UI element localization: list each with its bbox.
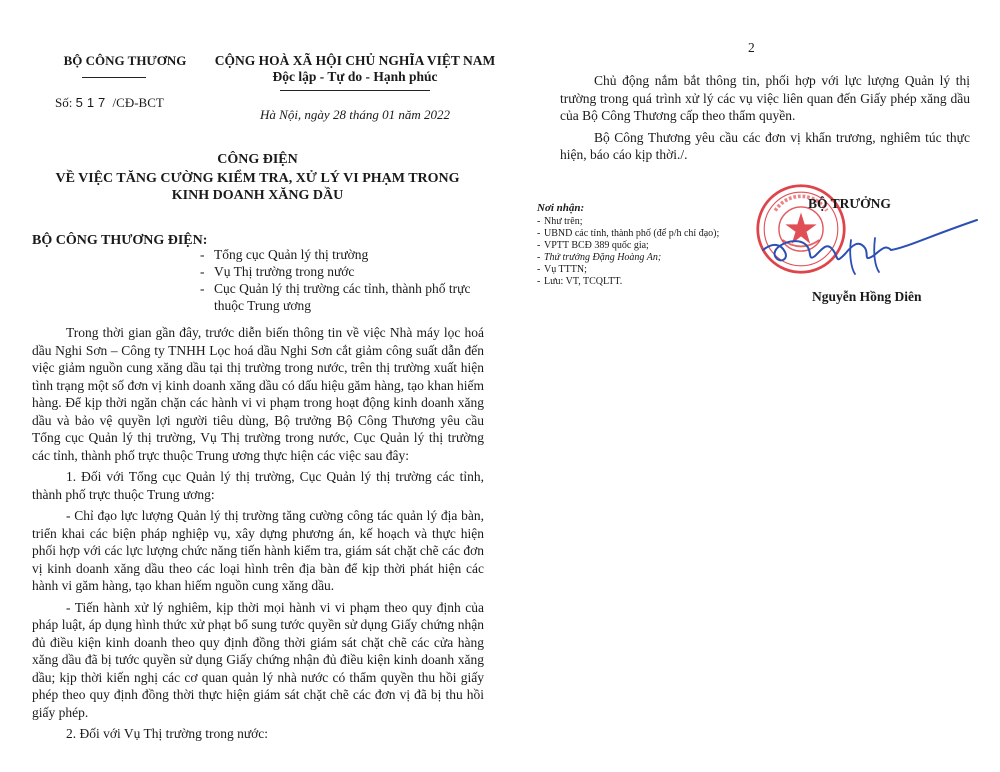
signatory-title: BỘ TRƯỞNG [808, 196, 891, 211]
motto-underline [280, 90, 430, 91]
body-paragraph: Bộ Công Thương yêu cầu các đơn vị khẩn trương, nghiêm túc thực hiện, báo cáo kịp thời./. [560, 129, 970, 162]
ministry-underline [82, 77, 146, 78]
recipient-list [200, 246, 500, 314]
republic-name: CỘNG HOÀ XÃ HỘI CHỦ NGHĨA VIỆT NAM [214, 53, 496, 68]
distribution-item: - Thứ trưởng Đặng Hoàng An; [537, 252, 662, 263]
continuation-body [560, 72, 970, 168]
body-paragraph: Chủ động nắm bắt thông tin, phối hợp với lực lượng Quản lý thị trường trong quá trình xử lý các vụ việc liên quan đến Giấy phép xăng dầu của Bộ Công Thương cấp theo thẩm quyền. [560, 73, 970, 123]
document-number [55, 95, 164, 111]
document-number-suffix: /CĐ-BCT [109, 95, 164, 110]
body-paragraph: - Chỉ đạo lực lượng Quản lý thị trường tăng cường công tác quản lý địa bàn, triển khai các biện pháp nghiệp vụ, xây dựng phương án, kế hoạch và thực hiện phối hợp với các lực lượng chức năng tiến hành kiểm tra, giám sát chặt chẽ các đơn vị kinh doanh xăng dầu theo các loại hình trên địa bàn để kịp thời phát hiện các hành vi găm hàng, tạo khan hiếm nguồn cung xăng dầu. [32, 508, 484, 593]
page-2 [515, 0, 1000, 772]
national-motto: Độc lập - Tự do - Hạnh phúc [272, 69, 438, 84]
document-subtitle-line-1: VỀ VIỆC TĂNG CƯỜNG KIỂM TRA, XỬ LÝ VI PHẠM TRONG [55, 171, 460, 186]
document-number-value: 517 [75, 95, 110, 110]
body-paragraph: 1. Đối với Tổng cục Quản lý thị trường, Cục Quản lý thị trường các tỉnh, thành phố trực thuộc Trung ương: [32, 469, 484, 502]
body-paragraph: 2. Đối với Vụ Thị trường trong nước: [66, 726, 269, 741]
body-paragraph: Trong thời gian gần đây, trước diễn biến thông tin về việc Nhà máy lọc hoá dầu Nghi Sơn – Công ty TNHH Lọc hoá dầu Nghi Sơn cắt giảm công suất dẫn đến việc giảm nguồn cung xăng dầu tại thị trường trong nước, trên thị trường xuất hiện tình trạng một số đơn vị kinh doanh xăng dầu có dấu hiệu găm hàng, tạo khan hiếm hàng. Để kịp thời ngăn chặn các hành vi vi phạm trong hoạt động kinh doanh xăng dầu và bảo vệ quyền lợi người tiêu dùng, Bộ trưởng Bộ Công Thương yêu cầu Tổng cục Quản lý thị trường, Vụ Thị trường trong nước, Cục Quản lý thị trường các tỉnh, thành phố trực thuộc Trung ương thực hiện các việc sau đây: [32, 325, 484, 463]
signer-name: Nguyễn Hồng Diên [812, 289, 922, 304]
issue-date: Hà Nội, ngày 28 tháng 01 năm 2022 [260, 107, 450, 122]
body-paragraph: - Tiến hành xử lý nghiêm, kịp thời mọi hành vi vi phạm theo quy định của pháp luật, áp dụng hình thức xử phạt bổ sung tước quyền sử dụng Giấy chứng nhận đủ điều kiện kinh doanh theo quy định đồng thời giám sát chặt chẽ các cửa hàng xăng dầu đã bị tước quyền sử dụng Giấy chứng nhận đủ điều kiện kinh doanh xăng dầu; kịp thời kiến nghị các cơ quan quản lý nhà nước có thẩm quyền thu hồi giấy phép theo quy định đồng thời thực hiện giám sát chặt chẽ các đơn vị đã bị thu hồi giấy phép. [32, 599, 484, 720]
document-number-prefix: Số: [55, 95, 76, 110]
page-number: 2 [748, 40, 755, 55]
distribution-item: - Như trên; [537, 216, 583, 227]
distribution-item: - VPTT BCĐ 389 quốc gia; [537, 240, 649, 251]
ministry-name: BỘ CÔNG THƯƠNG [63, 53, 187, 68]
distribution-item: - Vụ TTTN; [537, 264, 587, 275]
distribution-item: - UBND các tỉnh, thành phố (để p/h chỉ đạo); [537, 228, 720, 239]
document-subtitle-line-2: KINH DOANH XĂNG DẦU [171, 188, 344, 203]
distribution-item: - Lưu: VT, TCQLTT. [537, 276, 623, 287]
recipients-heading: Nơi nhận: [537, 202, 585, 214]
distribution-list [537, 216, 719, 288]
recipient-item: - Vụ Thị trường trong nước [200, 264, 355, 279]
sender-label: BỘ CÔNG THƯƠNG ĐIỆN: [32, 233, 208, 248]
document-title: CÔNG ĐIỆN [217, 152, 298, 167]
recipient-item: - Cục Quản lý thị trường các tỉnh, thành phố trực thuộc Trung ương [200, 281, 471, 313]
recipient-item: - Tổng cục Quản lý thị trường [200, 247, 369, 262]
document-body [32, 324, 484, 747]
handwritten-signature-icon [755, 214, 985, 279]
